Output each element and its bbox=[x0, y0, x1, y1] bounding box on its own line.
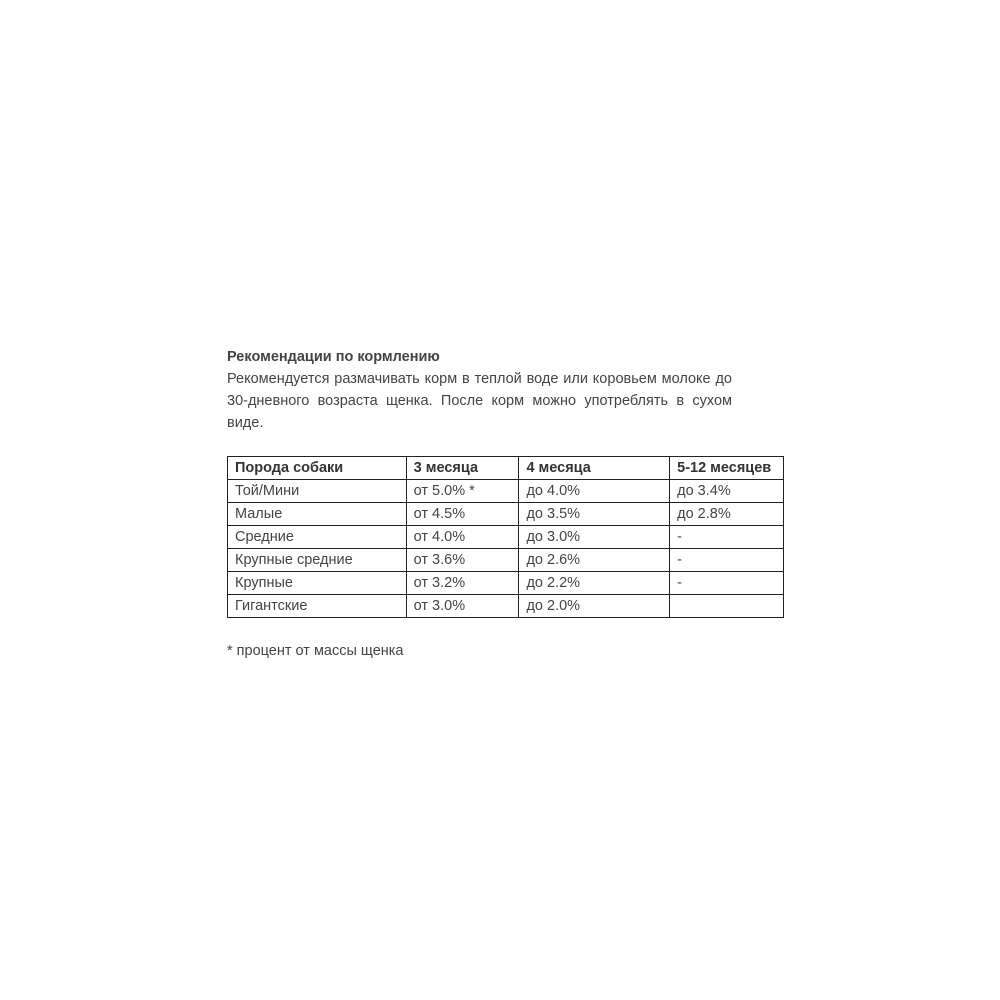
table-cell: - bbox=[670, 526, 784, 549]
table-cell: - bbox=[670, 549, 784, 572]
footnote: * процент от массы щенка bbox=[227, 643, 404, 659]
table-cell: от 3.6% bbox=[406, 549, 519, 572]
table-cell: до 4.0% bbox=[519, 480, 670, 503]
table-row bbox=[228, 572, 784, 595]
table-cell: до 2.6% bbox=[519, 549, 670, 572]
intro-paragraph: Рекомендуется размачивать корм в теплой воде или коровьем молоке до 30-дневного возраста щенка. После корм можно употреблять в сухом виде. bbox=[227, 371, 732, 431]
table-row bbox=[228, 480, 784, 503]
table-cell: до 2.0% bbox=[519, 595, 670, 618]
section-heading: Рекомендации по кормлению bbox=[227, 349, 440, 365]
column-header-breed: Порода собаки bbox=[228, 457, 407, 480]
table-row bbox=[228, 595, 784, 618]
table-cell: до 3.4% bbox=[670, 480, 784, 503]
table-cell: от 3.0% bbox=[406, 595, 519, 618]
column-header-3-months: 3 месяца bbox=[406, 457, 519, 480]
feeding-recommendations bbox=[227, 346, 787, 662]
table-cell: - bbox=[670, 572, 784, 595]
table-row bbox=[228, 549, 784, 572]
table-cell: от 4.5% bbox=[406, 503, 519, 526]
table-row bbox=[228, 503, 784, 526]
table-cell: от 3.2% bbox=[406, 572, 519, 595]
table-cell: до 2.8% bbox=[670, 503, 784, 526]
table-cell bbox=[670, 595, 784, 618]
table-cell: от 5.0% * bbox=[406, 480, 519, 503]
table-cell: Той/Мини bbox=[228, 480, 407, 503]
table-cell: Крупные bbox=[228, 572, 407, 595]
table-cell: до 3.5% bbox=[519, 503, 670, 526]
table-cell: Малые bbox=[228, 503, 407, 526]
table-cell: Крупные средние bbox=[228, 549, 407, 572]
table-cell: до 2.2% bbox=[519, 572, 670, 595]
table-header-row bbox=[228, 457, 784, 480]
column-header-4-months: 4 месяца bbox=[519, 457, 670, 480]
column-header-5-12-months: 5-12 месяцев bbox=[670, 457, 784, 480]
feeding-table bbox=[227, 456, 784, 618]
table-cell: Средние bbox=[228, 526, 407, 549]
table-row bbox=[228, 526, 784, 549]
table-cell: от 4.0% bbox=[406, 526, 519, 549]
table-cell: Гигантские bbox=[228, 595, 407, 618]
table-cell: до 3.0% bbox=[519, 526, 670, 549]
